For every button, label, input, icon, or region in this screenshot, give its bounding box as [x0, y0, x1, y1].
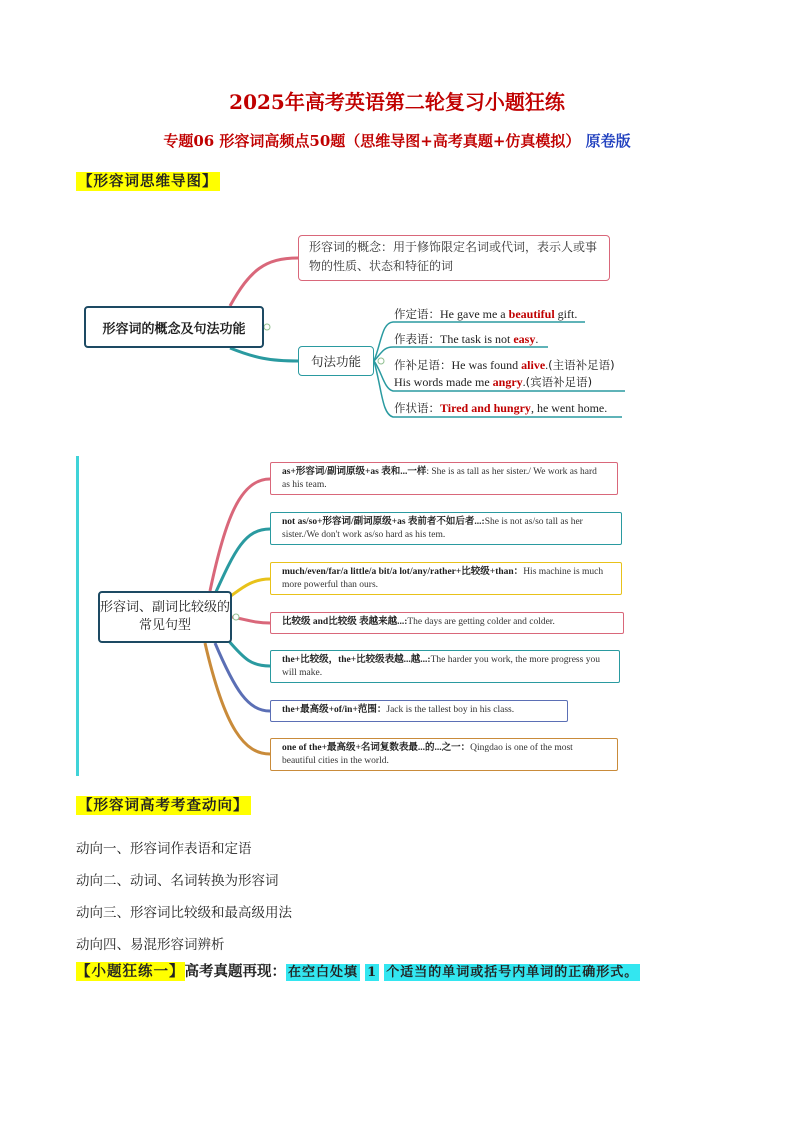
subtitle-tag: 原卷版	[585, 132, 631, 150]
syntax-leaf-complement-object: His words made me angry.(宾语补足语)	[394, 375, 593, 389]
task-label: 【小题狂练一】	[76, 963, 185, 980]
pattern-as-as: as+形容词/副词原级+as 表和...一样: She is as tall as her sister./ We work as hard as his team.	[270, 462, 618, 495]
document-title: 2025年高考英语第二轮复习小题狂练	[229, 90, 565, 114]
pattern-the-the: the+比较级，the+比较级表越...越...:The harder you work, the more progress you will make.	[270, 650, 620, 683]
syntax-leaf-complement-subject: 作补足语：He was found alive.(主语补足语)	[394, 358, 615, 372]
mindmap2-accent-bar	[76, 456, 79, 776]
trend-item: 动向一、形容词作表语和定语	[76, 841, 252, 857]
section-heading-trends: 【形容词高考考查动向】	[78, 797, 249, 814]
trend-item: 动向四、易混形容词辨析	[76, 937, 225, 953]
document-subtitle	[0, 130, 794, 151]
pattern-one-of-the: one of the+最高级+名词复数表最...的...之一：Qingdao is one of the most beautiful cities in the world.	[270, 738, 618, 771]
syntax-leaf-predicative: 作表语：The task is not easy.	[394, 332, 539, 346]
task-instruction-a: 在空白处填	[288, 965, 359, 980]
trend-item: 动向二、动词、名词转换为形容词	[76, 873, 279, 889]
mindmap1-syntax-node: 句法功能	[298, 346, 374, 376]
task-title: 高考真题再现：	[184, 963, 286, 980]
trend-item: 动向三、形容词比较级和最高级用法	[76, 905, 292, 921]
syntax-leaf-attributive: 作定语：He gave me a beautiful gift.	[394, 307, 578, 321]
mindmap2-root: 形容词、副词比较级的常见句型	[98, 591, 232, 643]
pattern-much-than: much/even/far/a little/a bit/a lot/any/rather+比较级+than：His machine is much more powerful than ours.	[270, 562, 622, 595]
pattern-not-as-so: not as/so+形容词/副词原级+as 表前者不如后者...:She is not as/so tall as her sister./We don't work as/so hard as his tem.	[270, 512, 622, 545]
section-heading-mindmap: 【形容词思维导图】	[78, 173, 218, 190]
task-heading	[76, 960, 640, 981]
pattern-superlative: the+最高级+of/in+范围：Jack is the tallest boy in his class.	[270, 700, 568, 722]
syntax-leaf-adverbial: 作状语：Tired and hungry, he went home.	[394, 401, 608, 415]
pattern-and-comparative: 比较级 and比较级 表越来越...:The days are getting colder and colder.	[270, 612, 624, 634]
task-number: 1	[367, 965, 378, 980]
mindmap1-root: 形容词的概念及句法功能	[84, 306, 264, 348]
task-instruction-b: 个适当的单词或括号内单词的正确形式。	[386, 965, 639, 980]
mindmap1-concept-node: 形容词的概念：用于修饰限定名词或代词，表示人或事物的性质、状态和特征的词	[298, 235, 610, 281]
subtitle-main: 专题06 形容词高频点50题（思维导图+高考真题+仿真模拟）	[163, 132, 581, 150]
